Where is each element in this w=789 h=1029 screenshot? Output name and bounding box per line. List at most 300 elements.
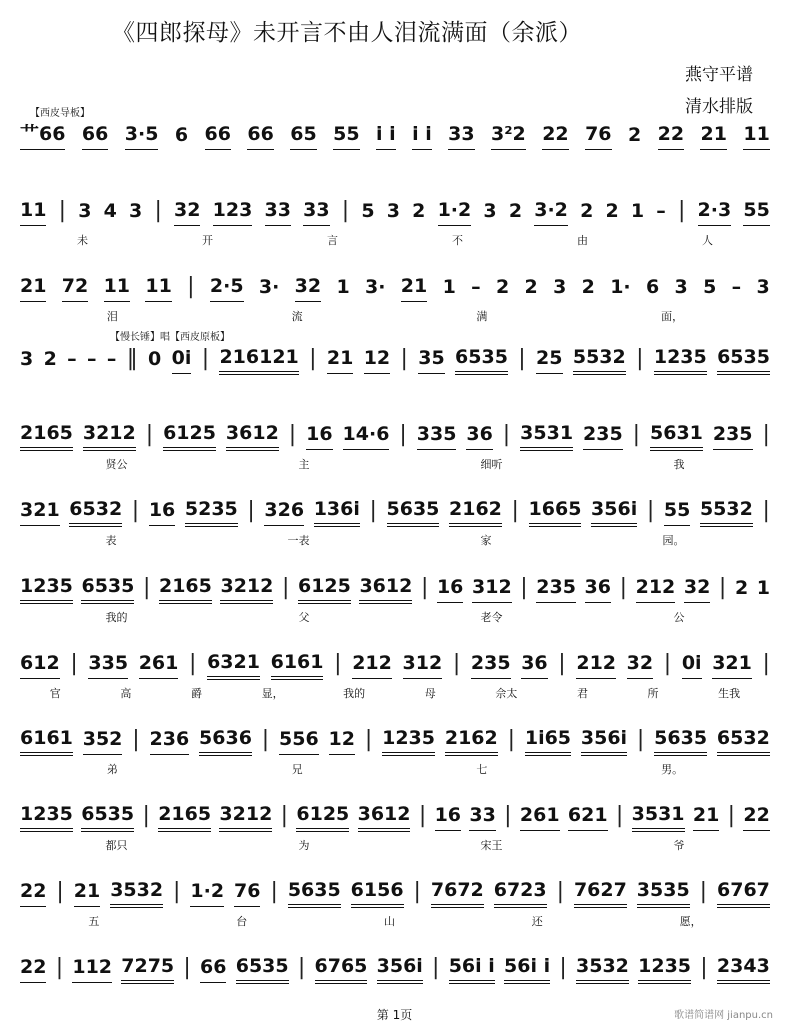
bar-line: | xyxy=(309,346,317,371)
note-group: 2 xyxy=(508,200,523,222)
note-group: 1· xyxy=(610,276,631,298)
note-group: 6125 xyxy=(163,419,216,451)
note-group: 35 xyxy=(418,344,444,374)
note-group: 1235 xyxy=(654,343,707,375)
bar-line: | xyxy=(369,498,377,523)
note-group: 212 xyxy=(636,573,676,603)
note-group: 11 xyxy=(145,272,171,302)
lyric-word: 泪 xyxy=(106,310,118,323)
note-group: 21 xyxy=(693,801,719,831)
lyric-word: 流 xyxy=(291,310,303,323)
note-group: 2 xyxy=(524,276,538,298)
note-group: 5 xyxy=(703,276,717,298)
note-group: 3 xyxy=(756,276,770,298)
note-group: 66 xyxy=(205,120,231,150)
note-group: 3532 xyxy=(110,876,163,908)
lyric-word: 台 xyxy=(236,915,248,928)
bar-line: | xyxy=(718,575,727,600)
bar-line: | xyxy=(270,879,278,904)
lyric-word: 母 xyxy=(424,687,436,700)
bar-line: | xyxy=(518,346,526,371)
note-group: 55 xyxy=(743,196,769,226)
notation-row xyxy=(20,573,770,603)
lyric-word: 佘太 xyxy=(495,687,518,700)
bar-line: | xyxy=(511,498,519,523)
note-group: 7275 xyxy=(121,952,174,984)
bar-line: | xyxy=(173,879,181,904)
notation-row xyxy=(20,420,770,450)
note-group: 3· xyxy=(258,276,280,298)
lyric-word: 满 xyxy=(476,310,488,323)
bar-line: | xyxy=(699,879,708,904)
note-group: 7672 xyxy=(431,876,484,908)
note-group: 3²2 xyxy=(491,120,526,150)
bar-line: | xyxy=(452,651,461,676)
note-group: 22 xyxy=(542,120,568,150)
note-group: 25 xyxy=(536,344,562,374)
note-group: 3612 xyxy=(358,800,411,832)
note-group: 6535 xyxy=(81,572,134,604)
note-group: 2165 xyxy=(20,419,73,451)
bar-line: | xyxy=(502,422,511,447)
note-group: 136i xyxy=(314,495,360,527)
note-group: 艹66 xyxy=(20,120,65,150)
note-group: – xyxy=(87,348,97,370)
page-number: 第 1页 xyxy=(376,1008,413,1022)
note-group: 2 xyxy=(734,577,749,599)
bar-line: | xyxy=(247,498,255,523)
note-group: 11 xyxy=(104,272,130,302)
note-group: 56i i xyxy=(449,952,495,984)
note-group: 22 xyxy=(20,953,46,983)
bar-line: | xyxy=(142,575,151,600)
note-group: 2 xyxy=(43,348,57,370)
note-group: 0i xyxy=(172,344,192,374)
lyric-word: 官 xyxy=(49,687,61,700)
note-group: 1235 xyxy=(20,572,73,604)
lyrics-row xyxy=(20,685,770,701)
note-group: 3 xyxy=(553,276,567,298)
note-group: 6321 xyxy=(207,648,260,680)
bar-line: | xyxy=(189,651,197,676)
note-group: 5631 xyxy=(650,419,703,451)
note-group: 3212 xyxy=(220,572,273,604)
lyrics-row xyxy=(20,456,770,472)
note-group: 36 xyxy=(585,573,611,603)
note-group: 3612 xyxy=(226,419,279,451)
bar-line: | xyxy=(187,274,195,299)
tempo-mark: 【慢长锤】唱【西皮原板】 xyxy=(110,332,230,343)
lyrics-row xyxy=(20,913,770,929)
note-group: 21 xyxy=(700,120,726,150)
bar-line: | xyxy=(559,955,567,980)
bar-line: | xyxy=(281,575,290,600)
note-group: 12 xyxy=(329,725,355,755)
note-group: 321 xyxy=(20,496,60,526)
note-group: 7627 xyxy=(574,876,627,908)
bar-line: | xyxy=(504,803,512,828)
bar-line: | xyxy=(619,575,628,600)
note-group: 5635 xyxy=(654,724,707,756)
lyrics-row xyxy=(20,761,770,777)
note-group: 2 xyxy=(581,276,595,298)
note-group: 66 xyxy=(200,953,226,983)
note-group: 33 xyxy=(448,120,474,150)
note-group: 66 xyxy=(82,120,108,150)
note-group: 261 xyxy=(520,801,560,831)
note-group: 1·2 xyxy=(190,877,224,907)
note-group: 55 xyxy=(664,496,690,526)
note-group: 6125 xyxy=(296,800,349,832)
bar-line: | xyxy=(154,198,162,223)
note-group: 6723 xyxy=(494,876,547,908)
note-group: 22 xyxy=(20,877,46,907)
note-group: 356i xyxy=(581,724,627,756)
bar-line: | xyxy=(418,803,427,828)
note-group: 6535 xyxy=(455,343,508,375)
note-group: 2165 xyxy=(159,572,212,604)
bar-line: | xyxy=(677,198,686,223)
note-group: 76 xyxy=(234,877,260,907)
note-group: 2·5 xyxy=(210,272,244,302)
note-group: 321 xyxy=(712,649,752,679)
bar-line: | xyxy=(413,879,421,904)
lyric-word: 人 xyxy=(702,234,713,247)
note-group: 6161 xyxy=(271,648,324,680)
bar-line: | xyxy=(762,498,770,523)
bar-line: | xyxy=(615,803,624,828)
note-group: 356i xyxy=(591,495,637,527)
bar-line: ‖ xyxy=(126,346,138,371)
note-group: 4 xyxy=(103,200,117,222)
lyric-word: 面， xyxy=(661,310,684,323)
note-group: 3·5 xyxy=(125,120,159,150)
note-group: 55 xyxy=(333,120,359,150)
bar-line: | xyxy=(663,651,672,676)
lyrics-row xyxy=(20,232,770,248)
bar-line: | xyxy=(201,346,210,371)
lyric-word: 还 xyxy=(531,915,543,928)
note-group: 16 xyxy=(306,420,332,450)
lyric-word: 七 xyxy=(476,763,488,776)
note-group: 352 xyxy=(83,725,123,755)
note-group: 212 xyxy=(576,649,616,679)
note-group: i i xyxy=(412,120,432,150)
bar-line: | xyxy=(727,803,736,828)
bar-line: | xyxy=(280,803,289,828)
note-group: 5532 xyxy=(573,343,626,375)
bar-line: | xyxy=(762,422,770,447)
bar-line: | xyxy=(142,803,150,828)
note-group: 556 xyxy=(279,725,319,755)
note-group: 22 xyxy=(658,120,684,150)
notation-row xyxy=(20,725,770,755)
note-group: 32 xyxy=(627,649,653,679)
bar-line: | xyxy=(432,955,440,980)
note-group: 0 xyxy=(148,348,162,370)
bar-line: | xyxy=(56,879,64,904)
note-group: 6161 xyxy=(20,724,73,756)
note-group: 12 xyxy=(364,344,390,374)
note-group: 1 xyxy=(336,276,350,298)
notation-row xyxy=(20,496,770,526)
lyric-word: 男。 xyxy=(661,763,684,776)
note-group: 235 xyxy=(471,649,511,679)
note-group: 2 xyxy=(412,200,426,222)
note-group: 356i xyxy=(377,952,423,984)
note-group: 235 xyxy=(583,420,623,450)
notation-row xyxy=(20,272,770,302)
note-group: 32 xyxy=(174,196,200,226)
notation-row xyxy=(20,196,770,226)
bar-line: | xyxy=(646,498,655,523)
note-group: – xyxy=(656,200,666,222)
lyric-word: 为 xyxy=(298,839,310,852)
note-group: 16 xyxy=(149,496,175,526)
note-group: 5635 xyxy=(387,495,440,527)
lyric-word: 兄 xyxy=(291,763,303,776)
note-group: 1 xyxy=(756,577,770,599)
note-group: 21 xyxy=(74,877,100,907)
note-group: 112 xyxy=(72,953,112,983)
lyric-word: 父 xyxy=(298,611,310,624)
note-group: 6532 xyxy=(717,724,770,756)
note-group: 5635 xyxy=(288,876,341,908)
note-group: 312 xyxy=(403,649,443,679)
lyric-word: 家 xyxy=(480,534,492,547)
bar-line: | xyxy=(145,422,154,447)
lyric-word: 所 xyxy=(647,687,659,700)
bar-line: | xyxy=(183,955,191,980)
note-group: 212 xyxy=(352,649,392,679)
note-group: 76 xyxy=(585,120,611,150)
lyrics-row xyxy=(20,609,770,625)
lyrics-row xyxy=(20,308,770,324)
lyric-word: 言 xyxy=(327,234,338,247)
bar-line: | xyxy=(132,727,140,752)
note-group: 56i i xyxy=(504,952,550,984)
bar-line: | xyxy=(632,422,641,447)
note-group: 2162 xyxy=(445,724,498,756)
note-group: 6 xyxy=(174,124,189,146)
bar-line: | xyxy=(558,651,566,676)
watermark: 歌谱简谱网 jianpu.cn xyxy=(674,1010,773,1021)
lyric-word: 老令 xyxy=(480,611,503,624)
lyric-word: 我的 xyxy=(105,611,128,624)
lyric-word: 细听 xyxy=(480,458,503,471)
bar-line: | xyxy=(70,651,78,676)
lyric-word: 未 xyxy=(77,234,88,247)
notation-row xyxy=(20,953,770,983)
note-group: 3531 xyxy=(632,800,685,832)
note-group: 621 xyxy=(568,801,608,831)
note-group: 1235 xyxy=(382,724,435,756)
note-group: 1665 xyxy=(529,495,582,527)
note-group: 5636 xyxy=(199,724,252,756)
lyric-word: 都只 xyxy=(105,839,128,852)
note-group: 22 xyxy=(743,801,769,831)
note-group: 261 xyxy=(139,649,179,679)
note-group: 36 xyxy=(466,420,492,450)
note-group: i i xyxy=(376,120,396,150)
note-group: 312 xyxy=(472,573,512,603)
page-title: 《四郎探母》未开言不由人泪流满面（余派） xyxy=(112,20,582,46)
note-group: 2162 xyxy=(449,495,502,527)
lyric-word: 由 xyxy=(577,234,588,247)
lyric-word: 公 xyxy=(673,611,685,624)
note-group: 1 xyxy=(442,276,456,298)
note-group: 21 xyxy=(327,344,353,374)
note-group: 3212 xyxy=(219,800,272,832)
note-group: 123 xyxy=(213,196,253,226)
note-group: 612 xyxy=(20,649,60,679)
note-group: 33 xyxy=(303,196,329,226)
note-group: 2165 xyxy=(158,800,211,832)
lyric-word: 愿， xyxy=(679,915,702,928)
bar-line: | xyxy=(261,727,270,752)
note-group: 3·2 xyxy=(534,196,568,226)
notation-row xyxy=(20,649,770,679)
note-group: 2 xyxy=(580,200,594,222)
note-group: 32 xyxy=(295,272,321,302)
note-group: 1 xyxy=(630,200,645,222)
lyric-word: 一表 xyxy=(287,534,310,547)
bar-line: | xyxy=(55,955,64,980)
note-group: 6156 xyxy=(351,876,404,908)
note-group: 3 xyxy=(20,348,34,370)
note-group: 1235 xyxy=(638,952,691,984)
note-group: 3· xyxy=(365,276,386,298)
note-group: 16 xyxy=(437,573,463,603)
notation-row xyxy=(20,344,770,374)
note-group: 2 xyxy=(627,124,642,146)
note-group: – xyxy=(471,276,481,298)
lyrics-row xyxy=(20,532,770,548)
note-group: 6125 xyxy=(298,572,351,604)
note-group: 3212 xyxy=(83,419,136,451)
bar-line: | xyxy=(700,955,708,980)
lyric-word: 表 xyxy=(105,534,117,547)
note-group: 33 xyxy=(469,801,495,831)
lyric-word: 贤公 xyxy=(105,458,128,471)
note-group: – xyxy=(731,276,742,298)
note-group: 11 xyxy=(20,196,46,226)
note-group: 3532 xyxy=(576,952,629,984)
lyric-word: 爵 xyxy=(190,687,202,700)
note-group: 14·6 xyxy=(343,420,390,450)
bar-line: | xyxy=(420,575,429,600)
lyric-word: 主 xyxy=(298,458,310,471)
bar-line: | xyxy=(636,727,645,752)
tempo-mark: 【西皮导板】 xyxy=(30,108,90,119)
note-group: 2 xyxy=(495,276,510,298)
lyrics-row xyxy=(20,837,770,853)
note-group: 11 xyxy=(743,120,769,150)
lyric-word: 显， xyxy=(261,687,284,700)
note-group: 0i xyxy=(682,649,702,679)
note-group: 326 xyxy=(264,496,304,526)
note-group: 5532 xyxy=(700,495,753,527)
notation-row xyxy=(20,120,770,150)
note-group: 16 xyxy=(435,801,461,831)
note-group: 32 xyxy=(684,573,710,603)
note-group: 3531 xyxy=(520,419,573,451)
note-group: 3 xyxy=(386,200,400,222)
note-group: 335 xyxy=(88,649,128,679)
bar-line: | xyxy=(131,498,140,523)
note-group: 72 xyxy=(62,272,88,302)
transcriber-credit: 燕守平谱 xyxy=(685,65,753,85)
bar-line: | xyxy=(288,422,297,447)
bar-line: | xyxy=(636,346,644,371)
note-group: – xyxy=(106,348,117,370)
bar-line: | xyxy=(400,346,408,371)
note-group: 1235 xyxy=(20,800,73,832)
note-group: 6532 xyxy=(69,495,122,527)
note-group: 33 xyxy=(265,196,291,226)
note-group: 3 xyxy=(129,200,143,222)
note-group: 3 xyxy=(78,200,92,222)
lyric-word: 高 xyxy=(120,687,132,700)
note-group: 3 xyxy=(674,276,688,298)
typesetter-credit: 清水排版 xyxy=(685,97,753,117)
bar-line: | xyxy=(520,575,528,600)
lyric-word: 爷 xyxy=(673,839,685,852)
lyric-word: 我 xyxy=(673,458,685,471)
bar-line: | xyxy=(364,727,373,752)
lyric-word: 园。 xyxy=(662,534,685,547)
lyric-word: 宋王 xyxy=(480,839,503,852)
bar-line: | xyxy=(341,198,350,223)
note-group: 6535 xyxy=(236,952,289,984)
note-group: 2·3 xyxy=(698,196,732,226)
note-group: 36 xyxy=(521,649,547,679)
note-group: 235 xyxy=(713,420,753,450)
note-group: 21 xyxy=(401,272,427,302)
bar-line: | xyxy=(334,651,342,676)
note-group: 5235 xyxy=(185,495,238,527)
bar-line: | xyxy=(297,955,306,980)
note-group: 6535 xyxy=(81,800,134,832)
note-group: 65 xyxy=(290,120,316,150)
lyric-word: 君 xyxy=(576,687,588,700)
note-group: – xyxy=(67,348,77,370)
note-group: 216121 xyxy=(219,343,298,375)
lyric-word: 开 xyxy=(202,234,213,247)
note-group: 66 xyxy=(247,120,273,150)
note-group: 2343 xyxy=(717,952,770,984)
bar-line: | xyxy=(556,879,564,904)
bar-line: | xyxy=(507,727,515,752)
note-group: 335 xyxy=(417,420,457,450)
note-group: 3 xyxy=(483,200,497,222)
lyric-word: 不 xyxy=(452,234,463,247)
note-group: 6535 xyxy=(717,343,770,375)
note-group: 3612 xyxy=(359,572,412,604)
lyric-word: 弟 xyxy=(106,763,118,776)
note-group: 1i65 xyxy=(525,724,571,756)
note-group: 5 xyxy=(361,200,375,222)
note-group: 6767 xyxy=(717,876,770,908)
lyric-word: 山 xyxy=(383,915,395,928)
note-group: 235 xyxy=(536,573,576,603)
lyric-word: 我的 xyxy=(343,687,366,700)
notation-row xyxy=(20,801,770,831)
bar-line: | xyxy=(58,198,67,223)
note-group: 3535 xyxy=(637,876,690,908)
bar-line: | xyxy=(399,422,407,447)
note-group: 1·2 xyxy=(438,196,472,226)
